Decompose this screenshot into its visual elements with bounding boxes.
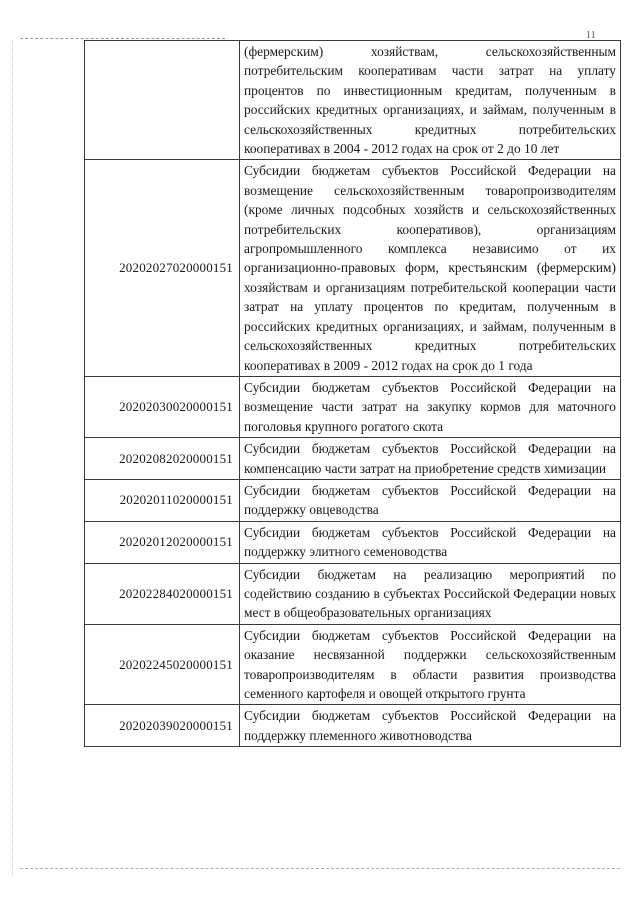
page-number: 11 (586, 30, 596, 41)
table-row (85, 624, 621, 705)
table-row (85, 41, 621, 160)
subsidy-description-cell: Субсидии бюджетам субъектов Российской Федерации на поддержку овцеводства (240, 479, 621, 521)
subsidy-description-cell: Субсидии бюджетам субъектов Российской Федерации на возмещение сельскохозяйственным товаропроизводителям (кроме личных подсобных хозяйств и сельскохозяйственных потребительских кооперативов), организациям агропромышленного комплекса независимо от их организационно-правовых форм, крестьянским (фермерским) хозяйствам и организациям потребительской кооперации части затрат на уплату процентов по кредитам, полученным в российских кредитных организациях, и займам, полученным в сельскохозяйственных кредитных потребительских кооперативах в 2009 - 2012 годах на срок до 1 года (240, 160, 621, 376)
budget-code-cell: 20202284020000151 (85, 563, 240, 624)
subsidy-description-cell: Субсидии бюджетам субъектов Российской Федерации на компенсацию части затрат на приобретение средств химизации (240, 438, 621, 480)
subsidy-description-cell: Субсидии бюджетам субъектов Российской Федерации на возмещение части затрат на закупку кормов для маточного поголовья крупного рогатого скота (240, 376, 621, 437)
table-row (85, 438, 621, 480)
scan-margin-line (12, 40, 13, 875)
top-divider (20, 38, 225, 39)
table-row (85, 160, 621, 376)
subsidy-description-cell: Субсидии бюджетам субъектов Российской Федерации на оказание несвязанной поддержки сельскохозяйственным товаропроизводителям в области развития производства семенного картофеля и овощей открытого грунта (240, 624, 621, 705)
budget-code-cell: 20202245020000151 (85, 624, 240, 705)
table-row (85, 705, 621, 747)
bottom-divider (20, 868, 620, 869)
budget-code-cell (85, 41, 240, 160)
table-row (85, 479, 621, 521)
subsidy-description-cell: (фермерским) хозяйствам, сельскохозяйственным потребительским кооперативам части затрат на уплату процентов по инвестиционным кредитам, полученным в российских кредитных организациях, и займам, полученным в сельскохозяйственных кредитных потребительских кооперативах в 2004 - 2012 годах на срок от 2 до 10 лет (240, 41, 621, 160)
subsidy-description-cell: Субсидии бюджетам на реализацию мероприятий по содействию созданию в субъектах Российской Федерации новых мест в общеобразовательных организациях (240, 563, 621, 624)
budget-code-cell: 20202030020000151 (85, 376, 240, 437)
table-row (85, 376, 621, 437)
table-row (85, 521, 621, 563)
budget-code-cell: 20202082020000151 (85, 438, 240, 480)
subsidy-description-cell: Субсидии бюджетам субъектов Российской Федерации на поддержку племенного животноводства (240, 705, 621, 747)
table-row (85, 563, 621, 624)
subsidy-description-cell: Субсидии бюджетам субъектов Российской Федерации на поддержку элитного семеноводства (240, 521, 621, 563)
budget-code-cell: 20202027020000151 (85, 160, 240, 376)
budget-code-cell: 20202012020000151 (85, 521, 240, 563)
budget-code-cell: 20202039020000151 (85, 705, 240, 747)
budget-code-cell: 20202011020000151 (85, 479, 240, 521)
budget-classification-table (84, 40, 621, 747)
